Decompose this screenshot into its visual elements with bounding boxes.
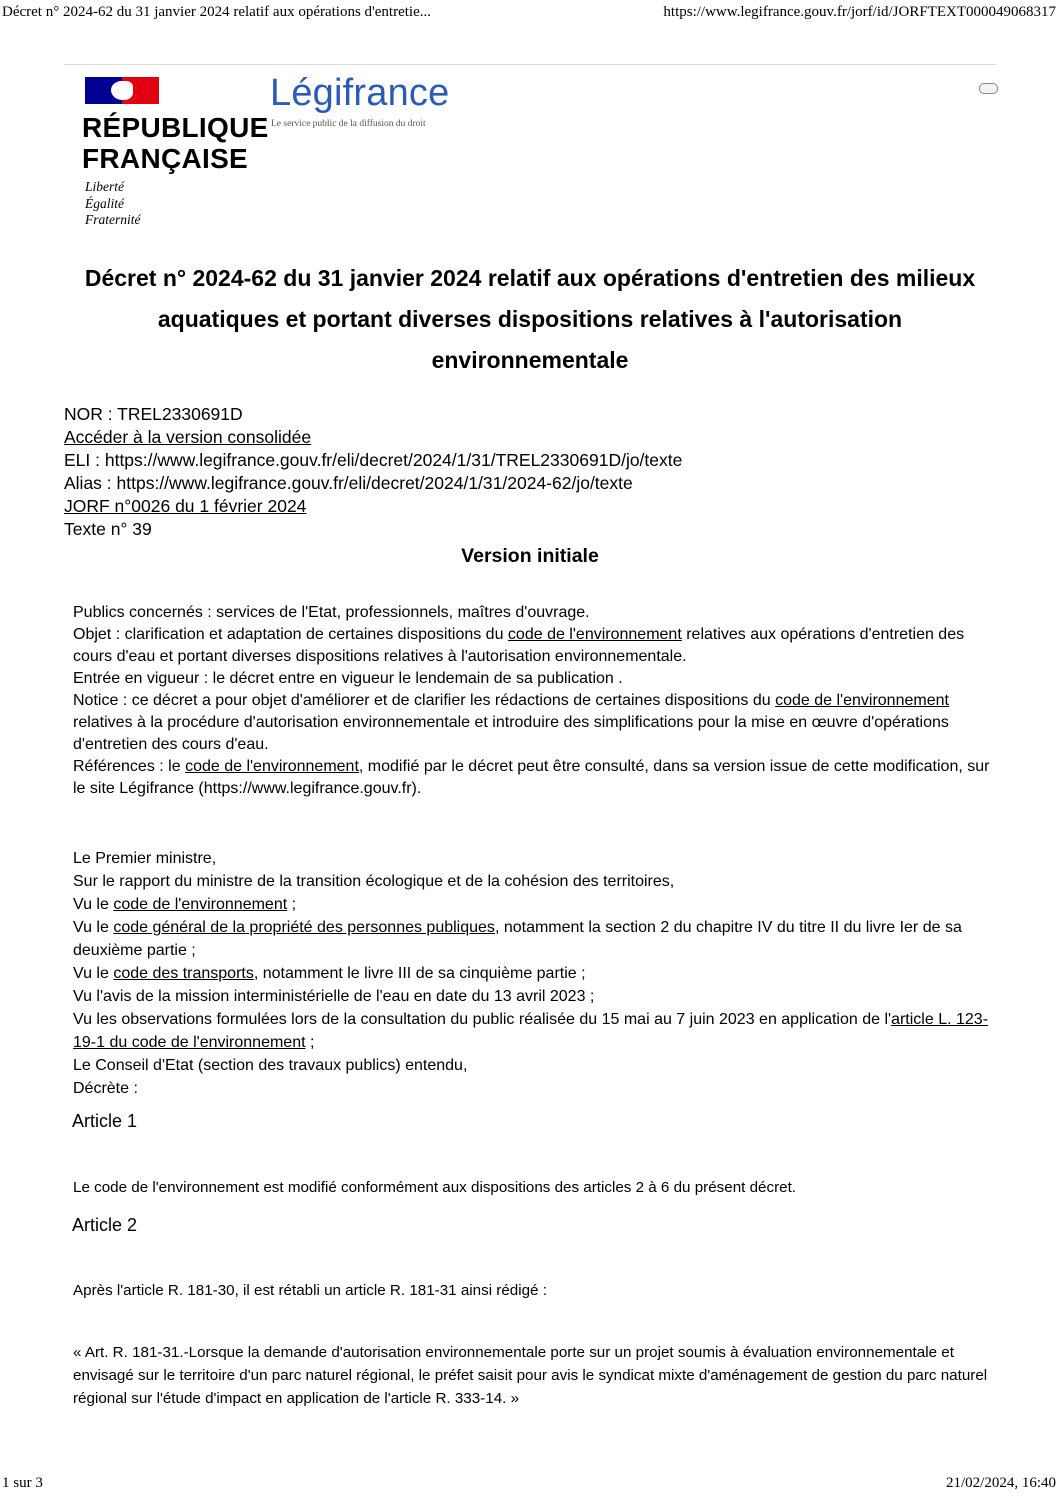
code-environnement-link[interactable]: code de l'environnement [775, 692, 949, 709]
print-timestamp: 21/02/2024, 16:40 [945, 1475, 1056, 1491]
republic-motto: Liberté Égalité Fraternité [85, 179, 141, 227]
eli-reference: ELI : https://www.legifrance.gouv.fr/eli/decret/2024/1/31/TREL2330691D/jo/texte [64, 450, 683, 470]
conseil-etat-line: Le Conseil d'Etat (section des travaux publics) entendu, [73, 1057, 468, 1074]
decrete-line: Décrète : [73, 1080, 138, 1097]
objet-line: Objet : clarification et adaptation de certaines dispositions du code de l'environnement relatives aux opérations d'entretien des cours d'eau et portant diverses dispositions relatives à l'autorisation environnementale. [73, 626, 965, 665]
nor-reference: NOR : TREL2330691D [64, 404, 243, 424]
vu-line: Vu le code des transports, notamment le livre III de sa cinquième partie ; [73, 965, 586, 982]
vu-line: Vu le code général de la propriété des personnes publiques, notamment la section 2 du chapitre IV du titre II du livre Ier de sa deuxième partie ; [73, 919, 962, 959]
version-label: Version initiale [461, 545, 599, 567]
print-header-title: Décret n° 2024-62 du 31 janvier 2024 relatif aux opérations d'entretie... [2, 4, 431, 20]
menu-toggle-icon[interactable] [979, 83, 998, 94]
legifrance-logo[interactable]: Légifrance [270, 72, 450, 114]
legifrance-tagline: Le service public de la diffusion du droit [271, 119, 426, 129]
code-environnement-link[interactable]: code de l'environnement [185, 758, 359, 775]
cgppp-link[interactable]: code général de la propriété des personnes publiques [113, 919, 495, 936]
rapport-line: Sur le rapport du ministre de la transition écologique et de la cohésion des territoires, [73, 873, 675, 890]
print-header [0, 4, 1058, 24]
alias-reference: Alias : https://www.legifrance.gouv.fr/eli/decret/2024/1/31/2024-62/jo/texte [64, 473, 633, 493]
code-environnement-link[interactable]: code de l'environnement [113, 896, 288, 913]
print-footer [0, 1475, 1058, 1495]
premier-ministre-line: Le Premier ministre, [73, 850, 217, 867]
article-2-heading: Article 2 [72, 1215, 138, 1235]
vu-line: Vu l'avis de la mission interministérielle de l'eau en date du 13 avril 2023 ; [73, 988, 595, 1005]
print-header-url: https://www.legifrance.gouv.fr/jorf/id/JORFTEXT000049068317 [663, 4, 1056, 20]
document-metadata [64, 403, 682, 541]
notice-line: Notice : ce décret a pour objet d'améliorer et de clarifier les rédactions de certaines dispositions du code de l'environnement relatives à la procédure d'autorisation environnementale et introduire des simplifications pour la mise en œuvre d'opérations d'entretien des cours d'eau. [73, 692, 949, 753]
article-2-quote: « Art. R. 181-31.-Lorsque la demande d'autorisation environnementale porte sur un projet soumis à évaluation environnementale et envisagé sur le territoire d'un parc naturel régional, le préfet saisit pour avis le syndicat mixte d'aménagement de gestion du parc naturel régional sur l'étude d'impact en application de l'article R. 333-14. » [73, 1344, 988, 1407]
article-2-intro: Après l'article R. 181-30, il est rétabli un article R. 181-31 ainsi rédigé : [73, 1282, 547, 1299]
references-line: Références : le code de l'environnement, modifié par le décret peut être consulté, dans sa version issue de cette modification, sur le site Légifrance (https://www.legifrance.gouv.fr). [73, 758, 990, 797]
notice-block [73, 602, 1003, 800]
visas-block [73, 847, 1003, 1100]
entree-line: Entrée en vigueur : le décret entre en vigueur le lendemain de sa publication . [73, 670, 623, 687]
code-environnement-link[interactable]: code de l'environnement [507, 626, 682, 643]
republique-francaise-logo-text: RÉPUBLIQUE FRANÇAISE [82, 112, 269, 174]
top-divider [64, 64, 996, 65]
marianne-logo-icon [85, 77, 159, 104]
article-l123-19-1-link[interactable]: article L. 123-19-1 du code de l'environnement [73, 1011, 989, 1051]
jorf-link[interactable]: JORF n°0026 du 1 février 2024 [64, 496, 307, 516]
article-1-text: Le code de l'environnement est modifié conformément aux dispositions des articles 2 à 6 du présent décret. [73, 1179, 797, 1196]
vu-line: Vu les observations formulées lors de la consultation du public réalisée du 15 mai au 7 juin 2023 en application de l'article L. 123-19-1 du code de l'environnement ; [73, 1011, 989, 1051]
publics-line: Publics concernés : services de l'Etat, professionnels, maîtres d'ouvrage. [73, 604, 590, 621]
texte-number: Texte n° 39 [64, 519, 152, 539]
article-1-heading: Article 1 [72, 1111, 138, 1131]
vu-line: Vu le code de l'environnement ; [73, 896, 297, 913]
document-title: Décret n° 2024-62 du 31 janvier 2024 relatif aux opérations d'entretien des milieux aquatiques et portant diverses dispositions relatives à l'autorisation environnementale [84, 265, 976, 373]
page-counter: 1 sur 3 [2, 1475, 43, 1491]
code-transports-link[interactable]: code des transports [113, 965, 254, 982]
consolidated-version-link[interactable]: Accéder à la version consolidée [64, 427, 312, 447]
